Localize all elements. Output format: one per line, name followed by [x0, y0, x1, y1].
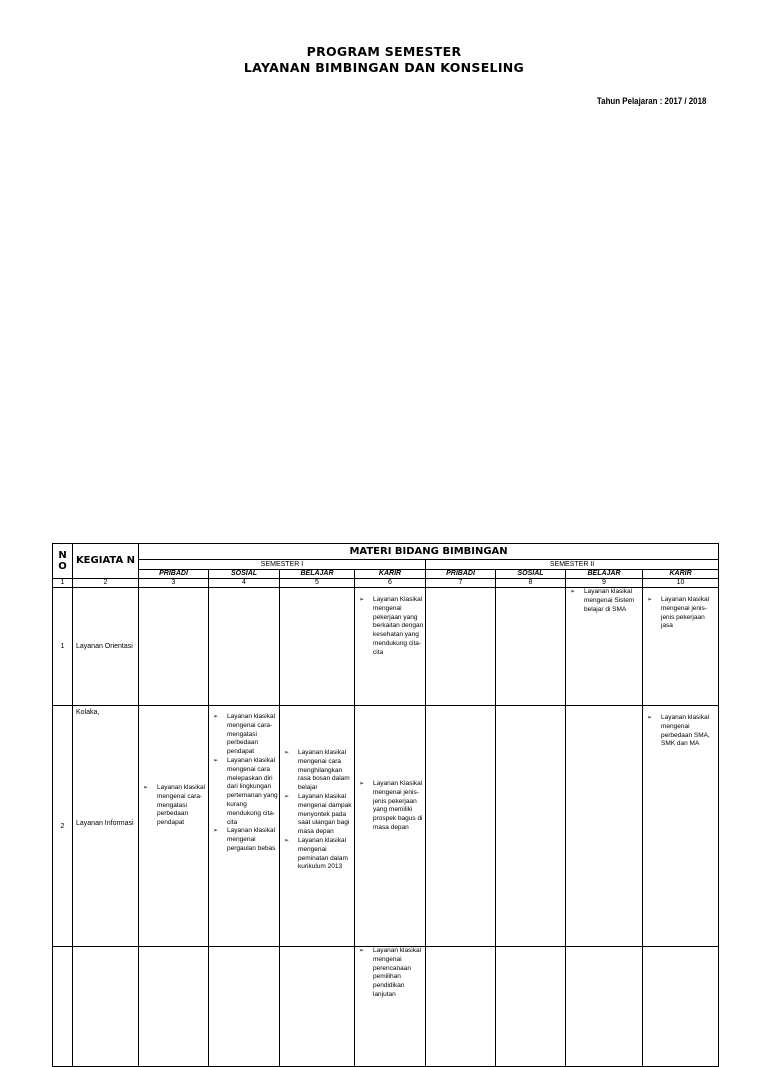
bullet-list — [209, 713, 279, 854]
cell-belajar-2 — [566, 588, 643, 706]
cell-belajar-1 — [280, 947, 355, 1067]
bullet-list — [566, 588, 642, 614]
col-number: 10 — [643, 579, 719, 588]
row-number: 2 — [53, 706, 73, 947]
bullet-list — [355, 947, 425, 1000]
cell-pribadi-2 — [426, 706, 496, 947]
cell-pribadi-2 — [426, 947, 496, 1067]
table-row — [53, 588, 719, 706]
bullet-list — [355, 780, 425, 833]
col-number: 1 — [53, 579, 73, 588]
col-number: 8 — [496, 579, 566, 588]
header-sosial-2: SOSIAL — [496, 570, 566, 579]
bullet-list — [139, 784, 208, 828]
cell-sosial-1 — [209, 588, 280, 706]
header-semester-1: SEMESTER I — [139, 560, 426, 570]
header-semester-2: SEMESTER II — [426, 560, 719, 570]
header-sosial-1: SOSIAL — [209, 570, 280, 579]
cell-karir-2 — [643, 588, 719, 706]
list-item: ➢ Layanan Klasikal mengenai jenis-jenis pekerjaan yang memiliki prospek bagus di masa depan — [355, 780, 425, 833]
kegiatan-label: Layanan Informasi — [76, 820, 134, 827]
document-subtitle: LAYANAN BIMBINGAN DAN KONSELING — [243, 60, 525, 75]
cell-pribadi-1 — [139, 706, 209, 947]
table-row — [53, 947, 719, 1067]
header-materi: MATERI BIDANG BIMBINGAN — [139, 544, 719, 560]
col-number: 4 — [209, 579, 280, 588]
list-item: ➢ Layanan Klasikal mengenai pekerjaan yang berkaitan dengan kesehatan yang mendukung cita-cita — [355, 596, 425, 658]
bullet-list — [280, 749, 354, 872]
list-item: ➢ Layanan klasikal mengenai cara-mengatasi perbedaan pendapat — [209, 713, 279, 757]
header-kegiatan: KEGIATA N — [73, 544, 139, 579]
cell-sosial-1 — [209, 947, 280, 1067]
bullet-list — [643, 596, 718, 631]
row-kegiatan — [73, 947, 139, 1067]
cell-sosial-2 — [496, 588, 566, 706]
header-pribadi-2: PRIBADI — [426, 570, 496, 579]
list-item: ➢ Layanan klasikal mengenai cara-mengatasi perbedaan pendapat — [139, 784, 208, 828]
row-number — [53, 947, 73, 1067]
list-item: ➢ Layanan klasikal mengenai pergaulan bebas — [209, 827, 279, 853]
list-item: ➢ Layanan klasikal mengenai perbedaan SMA, SMK dan MA — [643, 714, 718, 749]
row-kegiatan: Layanan Orientasi — [73, 588, 139, 706]
document-title: PROGRAM SEMESTER — [306, 44, 462, 59]
cell-pribadi-2 — [426, 588, 496, 706]
header-pribadi-1: PRIBADI — [139, 570, 209, 579]
cell-belajar-1 — [280, 706, 355, 947]
list-item: ➢ Layanan klasikal mengenai Sistem belajar di SMA — [566, 588, 642, 614]
col-number: 6 — [355, 579, 426, 588]
bullet-list — [643, 714, 718, 749]
cell-karir-2 — [643, 947, 719, 1067]
academic-year: Tahun Pelajaran : 2017 / 2018 — [596, 96, 706, 106]
list-item: ➢ Layanan klasikal mengenai perencanaan pemilihan pendidikan lanjutan — [355, 947, 425, 1000]
list-item: ➢ Layanan klasikal mengenai cara menghilangkan rasa bosan dalam belajar — [280, 749, 354, 793]
col-number: 3 — [139, 579, 209, 588]
list-item: ➢ Layanan klasikal mengenai peminatan dalam kurikulum 2013 — [280, 837, 354, 872]
list-item: ➢ Layanan klasikal mengenai dampak menyontek pada saat ulangan bagi masa depan — [280, 793, 354, 837]
row-number: 1 — [53, 588, 73, 706]
cell-sosial-2 — [496, 947, 566, 1067]
cell-pribadi-1 — [139, 947, 209, 1067]
cell-pribadi-1 — [139, 588, 209, 706]
header-karir-2: KARIR — [643, 570, 719, 579]
col-number: 5 — [280, 579, 355, 588]
header-karir-1: KARIR — [355, 570, 426, 579]
column-number-row — [53, 579, 719, 588]
cell-karir-1 — [355, 947, 426, 1067]
bullet-list — [355, 596, 425, 658]
cell-belajar-1 — [280, 588, 355, 706]
header-no: N O — [53, 544, 73, 579]
cell-sosial-1 — [209, 706, 280, 947]
cell-belajar-2 — [566, 706, 643, 947]
program-table — [52, 543, 719, 1067]
list-item: ➢ Layanan klasikal mengenai cara melepaskan diri dari lingkungan pertemanan yang kurang mendukung cita-cita — [209, 757, 279, 827]
col-number: 2 — [73, 579, 139, 588]
cell-sosial-2 — [496, 706, 566, 947]
cell-karir-1 — [355, 706, 426, 947]
table-row — [53, 706, 719, 947]
cell-karir-2 — [643, 706, 719, 947]
cell-karir-1 — [355, 588, 426, 706]
col-number: 7 — [426, 579, 496, 588]
list-item: ➢ Layanan klasikal mengenai jenis-jenis pekerjaan jasa — [643, 596, 718, 631]
col-number: 9 — [566, 579, 643, 588]
row-kegiatan — [73, 706, 139, 947]
header-belajar-2: BELAJAR — [566, 570, 643, 579]
header-belajar-1: BELAJAR — [280, 570, 355, 579]
cell-belajar-2 — [566, 947, 643, 1067]
place-note: Kolaka, — [76, 709, 100, 716]
